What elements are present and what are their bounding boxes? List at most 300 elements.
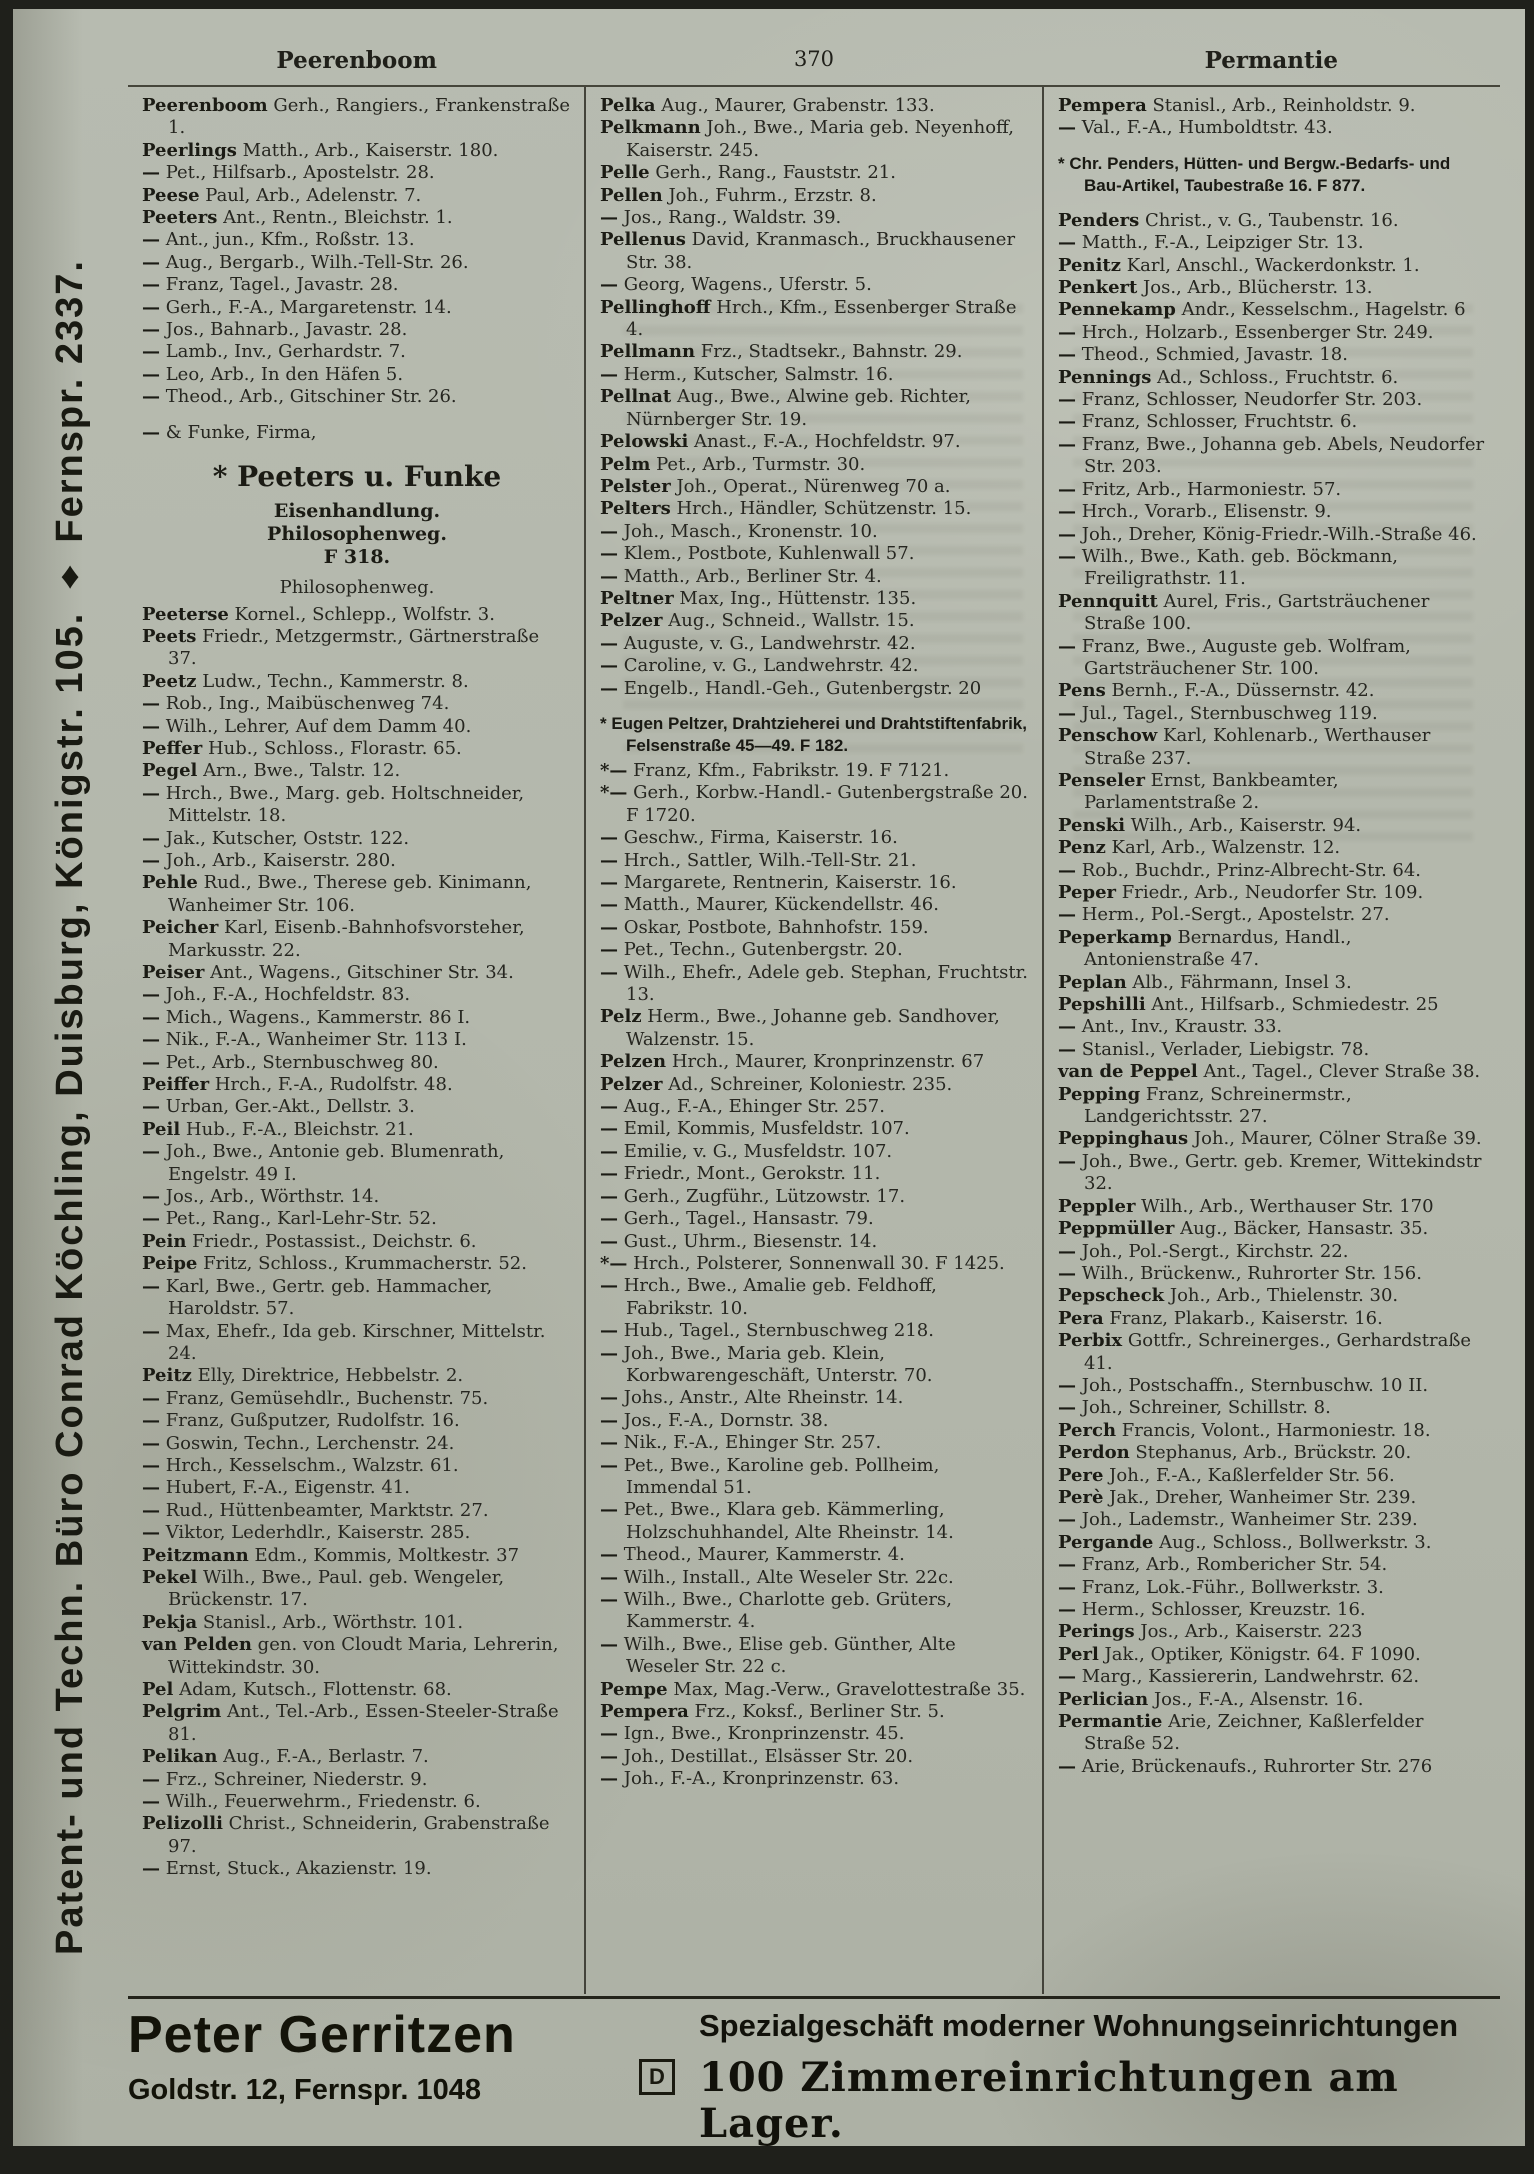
entry-surname: Peicher xyxy=(142,917,219,939)
entry-surname: — xyxy=(600,1454,618,1476)
directory-entry: — Ign., Bwe., Kronprinzenstr. 45. xyxy=(600,1723,905,1745)
entry-surname: — xyxy=(142,1275,160,1297)
entry-surname: — xyxy=(1058,1509,1076,1531)
directory-entry: Pelka Aug., Maurer, Grabenstr. 133. xyxy=(600,95,935,116)
entry-surname: Penkert xyxy=(1058,277,1138,299)
entry-surname: — xyxy=(1058,117,1076,139)
entry-surname: — xyxy=(142,251,160,273)
directory-entry: — Rob., Buchdr., Prinz-Albrecht-Str. 64. xyxy=(1058,859,1422,881)
entry-surname: — xyxy=(600,1432,618,1454)
directory-entry: — Wilh., Feuerwehrm., Friedenstr. 6. xyxy=(142,1791,481,1813)
directory-entry: — Gust., Uhrm., Biesenstr. 14. xyxy=(600,1230,878,1252)
directory-entry: Peplan Alb., Fährmann, Insel 3. xyxy=(1058,971,1352,993)
directory-entry: Peil Hub., F.-A., Bleichstr. 21. xyxy=(142,1118,414,1140)
entry-surname: — xyxy=(600,207,618,229)
directory-entry: Pekja Stanisl., Arb., Wörthstr. 101. xyxy=(142,1611,464,1633)
entry-surname: van de Peppel xyxy=(1058,1061,1198,1083)
entry-surname: Peerenboom xyxy=(142,95,268,116)
entry-surname: Peeters xyxy=(142,207,218,229)
entry-surname: Pempe xyxy=(600,1678,668,1700)
directory-entry: — Pet., Techn., Gutenbergstr. 20. xyxy=(600,939,903,961)
directory-entry: — Wilh., Ehefr., Adele geb. Stephan, Fruchtstr. 13. xyxy=(600,961,1028,1006)
directory-entry: Pelikan Aug., F.-A., Berlastr. 7. xyxy=(142,1746,429,1768)
entry-surname: Pelizolli xyxy=(142,1813,223,1835)
entry-surname: — xyxy=(142,1051,160,1073)
entry-surname: — xyxy=(142,1141,160,1163)
entry-surname: Pekja xyxy=(142,1611,198,1633)
directory-entry: — Ant., jun., Kfm., Roßstr. 13. xyxy=(142,229,415,251)
directory-entry: — Karl, Bwe., Gertr. geb. Hammacher, Haroldstr. 57. xyxy=(142,1275,493,1320)
directory-entry: Perè Jak., Dreher, Wanheimer Str. 239. xyxy=(1058,1486,1417,1508)
directory-entry: — Joh., Dreher, König-Friedr.-Wilh.-Straße 46. xyxy=(1058,523,1477,545)
directory-entry: — Joh., Schreiner, Schillstr. 8. xyxy=(1058,1397,1331,1419)
entry-surname: Peetz xyxy=(142,670,197,692)
entry-surname: — xyxy=(1058,1755,1076,1777)
entry-surname: Penschow xyxy=(1058,725,1158,747)
entry-surname: *— xyxy=(600,782,628,804)
margin-advertisement-vertical xyxy=(13,75,127,2138)
entry-surname: — xyxy=(600,939,618,961)
directory-entry: Peerenboom Gerh., Rangiers., Frankenstraße 1. xyxy=(142,95,571,139)
directory-entry: — Franz, Gußputzer, Rudolfstr. 16. xyxy=(142,1410,460,1432)
directory-entry: Pepping Franz, Schreinermstr., Landgerichtsstr. 27. xyxy=(1058,1083,1352,1128)
entry-surname: — xyxy=(1058,232,1076,254)
directory-entry: — Franz, Lok.-Führ., Bollwerkstr. 3. xyxy=(1058,1576,1384,1598)
entry-surname: van Pelden xyxy=(142,1634,252,1656)
entry-surname: — xyxy=(142,1186,160,1208)
directory-entry: Peper Friedr., Arb., Neudorfer Str. 109. xyxy=(1058,882,1424,903)
directory-entry: — Wilh., Bwe., Kath. geb. Böckmann, Freiligrathstr. 11. xyxy=(1058,545,1398,590)
directory-entry: Peppinghaus Joh., Maurer, Cölner Straße 39. xyxy=(1058,1128,1482,1150)
directory-entry: — Wilh., Bwe., Elise geb. Günther, Alte Weseler Str. 22 c. xyxy=(600,1633,956,1678)
entry-surname: — xyxy=(600,1499,618,1521)
directory-entry: — Jos., Rang., Waldstr. 39. xyxy=(600,207,842,229)
directory-entry: — Caroline, v. G., Landwehrstr. 42. xyxy=(600,655,919,677)
entry-surname: — xyxy=(1058,1016,1076,1038)
entry-surname: — xyxy=(600,827,618,849)
directory-entry: — Rud., Hüttenbeamter, Marktstr. 27. xyxy=(142,1499,489,1521)
entry-surname: — xyxy=(600,849,618,871)
entry-surname: — xyxy=(600,1387,618,1409)
directory-entry: — Aug., Bergarb., Wilh.-Tell-Str. 26. xyxy=(142,251,469,273)
directory-entry: — Gerh., Tagel., Hansastr. 79. xyxy=(600,1208,874,1230)
directory-entry: — Franz, Schlosser, Fruchtstr. 6. xyxy=(1058,411,1358,433)
entry-surname: Pellnat xyxy=(600,386,672,408)
directory-entry: — Max, Ehefr., Ida geb. Kirschner, Mittelstr. 24. xyxy=(142,1320,546,1364)
directory-entry: Pennquitt Aurel, Fris., Gartsträuchener Straße 100. xyxy=(1058,590,1430,635)
entry-surname: Pelle xyxy=(600,162,650,184)
directory-entry: — Herm., Schlosser, Kreuzstr. 16. xyxy=(1058,1599,1366,1620)
entry-surname: — xyxy=(142,1029,160,1051)
entry-surname: Pempera xyxy=(1058,95,1147,116)
entry-surname: Pergande xyxy=(1058,1531,1154,1553)
directory-entry: — Herm., Kutscher, Salmstr. 16. xyxy=(600,363,894,385)
directory-entry: Pelgrim Ant., Tel.-Arb., Essen-Steeler-Straße 81. xyxy=(142,1701,559,1745)
footer-advertisement xyxy=(128,1996,1500,2147)
directory-entry: — Marg., Kassiererin, Landwehrstr. 62. xyxy=(1058,1666,1420,1688)
directory-entry: Pekel Wilh., Bwe., Paul. geb. Wengeler, Brückenstr. 17. xyxy=(142,1566,505,1611)
directory-entry: — Auguste, v. G., Landwehrstr. 42. xyxy=(600,632,916,654)
directory-entry: — Joh., F.-A., Kronprinzenstr. 63. xyxy=(600,1768,900,1790)
entry-surname: Penitz xyxy=(1058,254,1121,276)
entry-surname: — xyxy=(142,421,160,443)
inline-ad-line: Eisenhandlung. xyxy=(273,500,441,523)
entry-surname: — xyxy=(600,677,618,699)
directory-entry: — Franz, Bwe., Johanna geb. Abels, Neudorfer Str. 203. xyxy=(1058,433,1485,478)
directory-entry: — Matth., Arb., Berliner Str. 4. xyxy=(600,565,882,587)
directory-entry: Penitz Karl, Anschl., Wackerdonkstr. 1. xyxy=(1058,254,1420,276)
directory-entry: — Joh., Destillat., Elsässer Str. 20. xyxy=(600,1745,914,1767)
directory-entry: — Leo, Arb., In den Häfen 5. xyxy=(142,363,404,385)
directory-entry: — Pet., Hilfsarb., Apostelstr. 28. xyxy=(142,162,435,184)
directory-entry: * Chr. Penders, Hütten- und Bergw.-Bedarfs- und Bau-Artikel, Taubestraße 16. F 877. xyxy=(1058,153,1451,195)
entry-surname: — xyxy=(142,1096,160,1118)
entry-surname: * Chr. Penders, xyxy=(1058,153,1179,173)
directory-entry: — Lamb., Inv., Gerhardstr. 7. xyxy=(142,341,406,363)
directory-column-3 xyxy=(1042,87,1500,1994)
directory-entry: — Franz, Bwe., Auguste geb. Wolfram, Gartsträuchener Str. 100. xyxy=(1058,635,1411,679)
directory-entry: Penseler Ernst, Bankbeamter, Parlamentstraße 2. xyxy=(1058,769,1339,814)
directory-entry: — Joh., Bwe., Maria geb. Klein, Korbwarengeschäft, Unterstr. 70. xyxy=(600,1342,933,1386)
entry-surname: — xyxy=(1058,635,1076,657)
directory-entry: Penkert Jos., Arb., Blücherstr. 13. xyxy=(1058,277,1373,299)
directory-entry: Peffer Hub., Schloss., Florastr. 65. xyxy=(142,737,462,759)
entry-surname: — xyxy=(142,1477,160,1499)
entry-surname: — xyxy=(142,386,160,408)
margin-ad-text: Patent- und Techn. Büro Conrad Köchling, Duisburg, Königstr. 105. ♦ Fernspr. 2337. xyxy=(48,258,91,1955)
directory-entry: Penders Christ., v. G., Taubenstr. 16. xyxy=(1058,209,1399,231)
directory-entry: — Nik., F.-A., Ehinger Str. 257. xyxy=(600,1432,882,1454)
entry-surname: — xyxy=(600,565,618,587)
entry-surname: Peffer xyxy=(142,737,203,759)
entry-surname: — xyxy=(600,872,618,893)
directory-entry: Pere Joh., F.-A., Kaßlerfelder Str. 56. xyxy=(1058,1464,1395,1486)
directory-entry: Peeters Ant., Rentn., Bleichstr. 1. xyxy=(142,207,453,229)
directory-entry: — Fritz, Arb., Harmoniestr. 57. xyxy=(1058,478,1342,500)
directory-entry: — Mich., Wagens., Kammerstr. 86 I. xyxy=(142,1006,471,1028)
directory-entry: Pelster Joh., Operat., Nürenweg 70 a. xyxy=(600,475,951,497)
directory-entry: — Viktor, Lederhdlr., Kaiserstr. 285. xyxy=(142,1522,471,1544)
entry-surname: Pepshilli xyxy=(1058,994,1146,1016)
inline-ad-line: F 318. xyxy=(323,546,391,569)
directory-entry: Pepscheck Joh., Arb., Thielenstr. 30. xyxy=(1058,1285,1399,1307)
directory-entry: *— Gerh., Korbw.-Handl.- Gutenbergstraße 20. F 1720. xyxy=(600,782,1028,826)
entry-surname: Peitz xyxy=(142,1365,192,1387)
directory-entry: Pelzer Ad., Schreiner, Koloniestr. 235. xyxy=(600,1073,953,1095)
entry-surname: — xyxy=(1058,1554,1076,1576)
entry-surname: Pellmann xyxy=(600,341,696,363)
entry-surname: Pere xyxy=(1058,1464,1104,1486)
inline-ad-line: Philosophenweg. xyxy=(267,523,447,546)
entry-surname: — xyxy=(142,1768,160,1790)
directory-entry: — Stanisl., Verlader, Liebigstr. 78. xyxy=(1058,1038,1370,1060)
directory-entry: Perbix Gottfr., Schreinerges., Gerhardstraße 41. xyxy=(1058,1330,1472,1374)
directory-entry: Pempera Frz., Koksf., Berliner Str. 5. xyxy=(600,1701,945,1723)
entry-surname: — xyxy=(1058,433,1076,455)
entry-surname: Pehle xyxy=(142,872,198,894)
directory-entry: — Hrch., Sattler, Wilh.-Tell-Str. 21. xyxy=(600,849,917,871)
entry-surname: Permantie xyxy=(1058,1711,1163,1733)
directory-entry: — Franz, Schlosser, Neudorfer Str. 203. xyxy=(1058,389,1423,411)
entry-surname: Peppler xyxy=(1058,1195,1136,1217)
directory-entry: Pegel Arn., Bwe., Talstr. 12. xyxy=(142,760,401,782)
entry-surname: — xyxy=(1058,1240,1076,1262)
directory-entry: — Herm., Pol.-Sergt., Apostelstr. 27. xyxy=(1058,904,1390,926)
entry-surname: — xyxy=(1058,859,1076,881)
directory-entry: Peiffer Hrch., F.-A., Rudolfstr. 48. xyxy=(142,1074,453,1096)
inline-ad-title: * Peeters u. Funke xyxy=(212,460,502,494)
directory-entry: — Jak., Kutscher, Oststr. 122. xyxy=(142,827,410,849)
directory-entry: — Hubert, F.-A., Eigenstr. 41. xyxy=(142,1477,410,1499)
directory-entry: Pempe Max, Mag.-Verw., Gravelottestraße 35. xyxy=(600,1678,1026,1700)
entry-surname: — xyxy=(1058,1576,1076,1598)
entry-surname: Perlician xyxy=(1058,1688,1149,1710)
directory-entry: Penski Wilh., Arb., Kaiserstr. 94. xyxy=(1058,814,1362,836)
directory-entry: Pempera Stanisl., Arb., Reinholdstr. 9. xyxy=(1058,95,1416,116)
directory-entry: Peltner Max, Ing., Hüttenstr. 135. xyxy=(600,587,917,609)
entry-surname: — xyxy=(142,782,160,804)
entry-surname: Pellenus xyxy=(600,229,686,251)
directory-entry: — Wilh., Brückenw., Ruhrorter Str. 156. xyxy=(1058,1262,1422,1284)
entry-surname: — xyxy=(142,162,160,184)
entry-surname: — xyxy=(142,1858,160,1880)
entry-surname: Penski xyxy=(1058,814,1126,836)
entry-surname: Pelka xyxy=(600,95,656,116)
directory-entry: Pelowski Anast., F.-A., Hochfeldstr. 97. xyxy=(600,431,961,453)
entry-surname: — xyxy=(1058,1374,1076,1396)
entry-surname: — xyxy=(600,1745,618,1767)
entry-surname: — xyxy=(600,961,618,983)
directory-entry: Pelters Hrch., Händler, Schützenstr. 15. xyxy=(600,498,972,520)
entry-surname: Perè xyxy=(1058,1486,1104,1508)
directory-entry: — Joh., Arb., Kaiserstr. 280. xyxy=(142,849,396,871)
directory-entry: Pellenus David, Kranmasch., Bruckhausener Str. 38. xyxy=(600,229,1016,273)
entry-surname: — xyxy=(1058,1150,1076,1172)
directory-entry: — Ant., Inv., Kraustr. 33. xyxy=(1058,1016,1283,1038)
entry-surname: — xyxy=(1058,344,1076,366)
inline-advertisement xyxy=(142,460,572,569)
directory-entry: — Nik., F.-A., Wanheimer Str. 113 I. xyxy=(142,1029,467,1051)
entry-surname: — xyxy=(142,1791,160,1813)
directory-entry: — Theod., Maurer, Kammerstr. 4. xyxy=(600,1544,905,1566)
directory-entry: — Joh., Postschaffn., Sternbuschw. 10 II. xyxy=(1058,1374,1429,1396)
entry-surname: Perl xyxy=(1058,1643,1099,1665)
directory-entry: Pergande Aug., Schloss., Bollwerkstr. 3. xyxy=(1058,1531,1432,1553)
entry-surname: — xyxy=(1058,478,1076,500)
directory-entry: Penz Karl, Arb., Walzenstr. 12. xyxy=(1058,837,1341,859)
entry-surname: Pein xyxy=(142,1230,187,1252)
entry-surname: — xyxy=(600,1118,618,1140)
directory-entry: Peitzmann Edm., Kommis, Moltkestr. 37 xyxy=(142,1544,520,1566)
directory-entry: — Franz, Arb., Rombericher Str. 54. xyxy=(1058,1554,1388,1576)
directory-entry: — Pet., Arb., Sternbuschweg 80. xyxy=(142,1051,439,1073)
footer-ad-left xyxy=(128,2007,633,2107)
directory-entry: — Gerh., Zugführ., Lützowstr. 17. xyxy=(600,1185,906,1207)
directory-entry: — Friedr., Mont., Gerokstr. 11. xyxy=(600,1163,881,1185)
directory-entry: Pepshilli Ant., Hilfsarb., Schmiedestr. 25 xyxy=(1058,994,1439,1016)
running-head-right: Permantie xyxy=(1204,47,1339,74)
directory-page xyxy=(13,9,1525,2146)
entry-surname: Peeterse xyxy=(142,603,229,625)
directory-entry: Pellmann Frz., Stadtsekr., Bahnstr. 29. xyxy=(600,341,963,363)
directory-entry: — Franz, Gemüsehdlr., Buchenstr. 75. xyxy=(142,1387,489,1409)
entry-surname: Pelkmann xyxy=(600,117,701,139)
entry-surname: Pelm xyxy=(600,453,651,475)
entry-surname: Pempera xyxy=(600,1701,689,1723)
directory-entry: Peicher Karl, Eisenb.-Bahnhofsvorsteher, Markusstr. 22. xyxy=(142,917,525,961)
directory-entry: — Arie, Brückenaufs., Ruhrorter Str. 276 xyxy=(1058,1755,1433,1777)
entry-surname: Peiser xyxy=(142,962,205,983)
directory-entry: Peerlings Matth., Arb., Kaiserstr. 180. xyxy=(142,139,499,161)
directory-entry: — Hub., Tagel., Sternbuschweg 218. xyxy=(600,1320,934,1342)
page-number: 370 xyxy=(793,47,835,71)
entry-surname: — xyxy=(1058,501,1076,523)
entry-surname: — xyxy=(142,274,160,296)
entry-surname: — xyxy=(142,1499,160,1521)
directory-entry: — Joh., F.-A., Hochfeldstr. 83. xyxy=(142,984,411,1006)
entry-surname: Peplan xyxy=(1058,971,1127,993)
entry-surname: — xyxy=(1058,1038,1076,1060)
directory-entry: — Hrch., Vorarb., Elisenstr. 9. xyxy=(1058,501,1332,523)
entry-surname: — xyxy=(142,1208,160,1230)
directory-entry: — Rob., Ing., Maibüschenweg 74. xyxy=(142,693,450,715)
directory-entry: Peppler Wilh., Arb., Werthauser Str. 170 xyxy=(1058,1195,1434,1217)
entry-surname: Pellinghoff xyxy=(600,296,711,318)
footer-ad-address: Goldstr. 12, Fernspr. 1048 xyxy=(128,2074,481,2106)
directory-entry: — Hrch., Bwe., Amalie geb. Feldhoff, Fabrikstr. 10. xyxy=(600,1275,937,1319)
entry-surname: Peper xyxy=(1058,882,1117,903)
directory-entry: Pehle Rud., Bwe., Therese geb. Kinimann, Wanheimer Str. 106. xyxy=(142,872,532,916)
entry-surname: Pelzer xyxy=(600,610,663,632)
entry-surname: — xyxy=(600,1140,618,1162)
entry-surname: Pennings xyxy=(1058,366,1152,388)
directory-entry: Pera Franz, Plakarb., Kaiserstr. 16. xyxy=(1058,1307,1383,1329)
printer-ornament-icon xyxy=(639,2059,675,2095)
directory-entry: Pennings Ad., Schloss., Fruchtstr. 6. xyxy=(1058,366,1399,388)
entry-surname: — xyxy=(142,1387,160,1409)
directory-entry: — Joh., Lademstr., Wanheimer Str. 239. xyxy=(1058,1509,1418,1531)
entry-surname: — xyxy=(142,296,160,318)
entry-surname: Pelgrim xyxy=(142,1701,222,1723)
directory-entry: Pelm Pet., Arb., Turmstr. 30. xyxy=(600,453,866,475)
centered-line: Philosophenweg. xyxy=(279,577,435,599)
directory-entry: — Gerh., F.-A., Margaretenstr. 14. xyxy=(142,296,452,318)
directory-entry: Perlician Jos., F.-A., Alsenstr. 16. xyxy=(1058,1688,1364,1710)
entry-surname: Perch xyxy=(1058,1419,1117,1441)
entry-surname: — xyxy=(142,827,160,849)
entry-surname: Peil xyxy=(142,1118,181,1140)
entry-surname: *— xyxy=(600,759,628,781)
directory-entry: — Margarete, Rentnerin, Kaiserstr. 16. xyxy=(600,872,957,893)
directory-entry: Pelz Herm., Bwe., Johanne geb. Sandhover, Walzenstr. 15. xyxy=(600,1006,1000,1050)
entry-surname: — xyxy=(1058,523,1076,545)
entry-surname: Perdon xyxy=(1058,1442,1130,1464)
entry-surname: Peiffer xyxy=(142,1074,210,1096)
directory-entry: — Hrch., Bwe., Marg. geb. Holtschneider, Mittelstr. 18. xyxy=(142,782,525,827)
directory-entry: Peeterse Kornel., Schlepp., Wolfstr. 3. xyxy=(142,603,495,625)
directory-entry: *— Franz, Kfm., Fabrikstr. 19. F 7121. xyxy=(600,759,950,781)
running-head-left: Peerenboom xyxy=(276,47,437,74)
directory-entry: — Klem., Postbote, Kuhlenwall 57. xyxy=(600,543,915,565)
entry-surname: — xyxy=(600,1589,618,1610)
entry-surname: — xyxy=(142,1432,160,1454)
directory-entry: — Jul., Tagel., Sternbuschweg 119. xyxy=(1058,702,1378,724)
entry-surname: Perbix xyxy=(1058,1330,1123,1352)
directory-entry: — Engelb., Handl.-Geh., Gutenbergstr. 20 xyxy=(600,677,982,699)
directory-entry: — Theod., Arb., Gitschiner Str. 26. xyxy=(142,386,457,408)
directory-entry: *— Hrch., Polsterer, Sonnenwall 30. F 1425. xyxy=(600,1252,1005,1274)
directory-entry: Peppmüller Aug., Bäcker, Hansastr. 35. xyxy=(1058,1218,1429,1240)
entry-surname: Peese xyxy=(142,184,200,206)
entry-surname: — xyxy=(1058,321,1076,343)
directory-entry: — Emilie, v. G., Musfeldstr. 107. xyxy=(600,1140,893,1162)
entry-surname: — xyxy=(600,1566,618,1588)
entry-surname: Pepscheck xyxy=(1058,1285,1165,1307)
directory-entry: van Pelden gen. von Cloudt Maria, Lehrerin, Wittekindstr. 30. xyxy=(142,1634,559,1678)
directory-entry: Pellen Joh., Fuhrm., Erzstr. 8. xyxy=(600,184,877,206)
entry-surname: — xyxy=(600,894,618,916)
directory-entry: Perch Francis, Volont., Harmoniestr. 18. xyxy=(1058,1419,1431,1441)
directory-entry: — Emil, Kommis, Musfeldstr. 107. xyxy=(600,1118,910,1140)
entry-surname: Pel xyxy=(142,1679,174,1700)
directory-entry: — Wilh., Install., Alte Weseler Str. 22c. xyxy=(600,1566,954,1588)
directory-entry: Perdon Stephanus, Arb., Brückstr. 20. xyxy=(1058,1442,1412,1464)
directory-entry: Pelizolli Christ., Schneiderin, Grabenstraße 97. xyxy=(142,1813,550,1857)
directory-entry: Peipe Fritz, Schloss., Krummacherstr. 52. xyxy=(142,1253,527,1275)
entry-surname: — xyxy=(600,1096,618,1118)
directory-entry: — Johs., Anstr., Alte Rheinstr. 14. xyxy=(600,1387,904,1409)
directory-entry: — & Funke, Firma, xyxy=(142,421,317,443)
entry-surname: — xyxy=(142,693,160,715)
entry-surname: Pelz xyxy=(600,1006,642,1028)
entry-surname: Peppmüller xyxy=(1058,1218,1175,1240)
entry-surname: Penders xyxy=(1058,209,1140,231)
entry-surname: — xyxy=(600,655,618,677)
entry-surname: Pennekamp xyxy=(1058,299,1176,321)
directory-entry: Perl Jak., Optiker, Königstr. 64. F 1090. xyxy=(1058,1643,1421,1665)
entry-surname: — xyxy=(600,1208,618,1230)
directory-entry: van de Peppel Ant., Tagel., Clever Straße 38. xyxy=(1058,1061,1481,1083)
entry-surname: * Eugen Peltzer, xyxy=(600,713,728,733)
entry-surname: — xyxy=(142,229,160,251)
entry-surname: — xyxy=(1058,1666,1076,1688)
entry-surname: Penseler xyxy=(1058,769,1145,791)
directory-entry: Permantie Arie, Zeichner, Kaßlerfelder Straße 52. xyxy=(1058,1711,1424,1755)
entry-surname: Peipe xyxy=(142,1253,198,1275)
directory-entry: — Joh., Bwe., Antonie geb. Blumenrath, Engelstr. 49 I. xyxy=(142,1141,505,1185)
entry-surname: Pelzer xyxy=(600,1073,663,1095)
directory-entry: Pennekamp Andr., Kesselschm., Hagelstr. 6 xyxy=(1058,299,1466,321)
directory-entry: Pellnat Aug., Bwe., Alwine geb. Richter, Nürnberger Str. 19. xyxy=(600,386,971,430)
entry-surname: Pegel xyxy=(142,760,198,782)
entry-surname: Pelters xyxy=(600,498,671,520)
entry-surname: — xyxy=(142,715,160,737)
entry-surname: — xyxy=(1058,411,1076,433)
entry-surname: Peets xyxy=(142,625,197,647)
entry-surname: — xyxy=(600,1544,618,1566)
entry-surname: — xyxy=(600,274,618,296)
directory-entry: — Geschw., Firma, Kaiserstr. 16. xyxy=(600,827,898,849)
directory-entry: — Aug., F.-A., Ehinger Str. 257. xyxy=(600,1096,885,1118)
entry-surname: — xyxy=(142,1454,160,1476)
entry-surname: — xyxy=(1058,904,1076,926)
directory-entry: Peperkamp Bernardus, Handl., Antonienstraße 47. xyxy=(1058,926,1352,971)
entry-surname: Pelowski xyxy=(600,431,689,453)
entry-surname: — xyxy=(142,1320,160,1342)
directory-entry: — Jos., Arb., Wörthstr. 14. xyxy=(142,1186,380,1208)
entry-surname: — xyxy=(600,1163,618,1185)
directory-entry: * Eugen Peltzer, Drahtzieherei und Drahtstiftenfabrik, Felsenstraße 45—49. F 182. xyxy=(600,713,1027,755)
